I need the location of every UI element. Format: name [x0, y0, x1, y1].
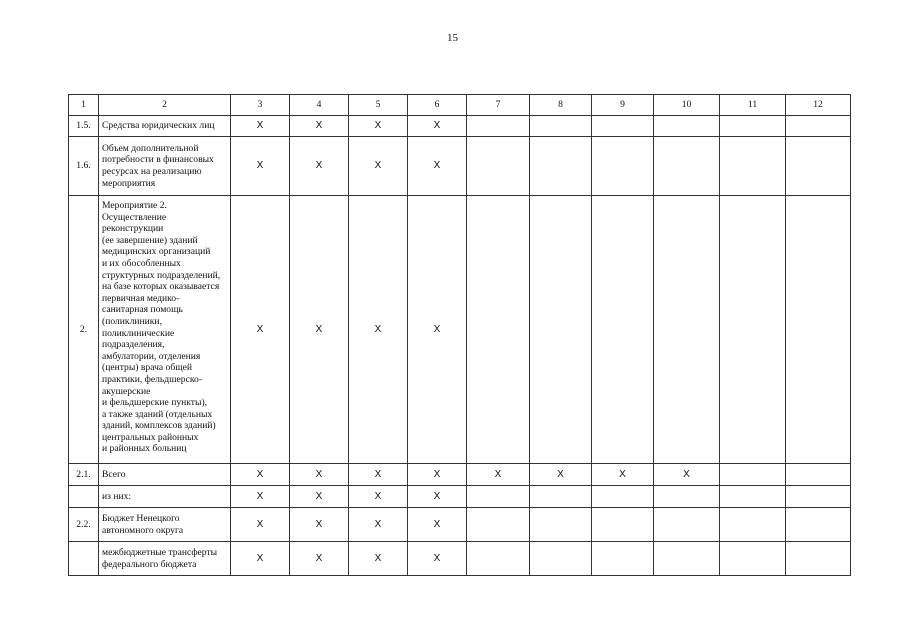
value-cell [231, 116, 290, 137]
value-cell [530, 196, 592, 464]
x-mark: X [433, 323, 441, 335]
x-mark: X [315, 323, 323, 335]
row-name-line: (центры) врача общей [102, 362, 193, 374]
row-name-line: реконструкции [102, 223, 164, 235]
value-cell [467, 116, 530, 137]
value-cell [408, 464, 467, 486]
row-number: 2.2. [69, 508, 99, 542]
value-cell [654, 137, 720, 196]
budget-table [68, 94, 851, 576]
x-mark: X [374, 323, 382, 335]
value-cell [786, 508, 851, 542]
x-mark: X [315, 468, 323, 480]
row-name-line: на базе которых оказывается [102, 281, 220, 293]
value-cell [592, 137, 654, 196]
row-name-line: структурных подразделений, [102, 269, 221, 281]
x-mark: X [315, 160, 323, 172]
row-name-line: медицинских организаций [102, 246, 211, 258]
row-name [99, 116, 231, 137]
row-name-line: практики, фельдшерско- [102, 373, 203, 385]
column-header: 2 [99, 95, 231, 116]
value-cell [720, 508, 786, 542]
value-cell [592, 196, 654, 464]
value-cell [408, 542, 467, 576]
x-mark: X [433, 160, 441, 172]
value-cell [467, 464, 530, 486]
row-number [69, 542, 99, 576]
value-cell [408, 196, 467, 464]
column-header: 5 [349, 95, 408, 116]
row-name-line: межбюджетные трансферты [102, 546, 218, 558]
column-header: 3 [231, 95, 290, 116]
value-cell [530, 464, 592, 486]
column-header: 9 [592, 95, 654, 116]
value-cell [231, 508, 290, 542]
value-cell [720, 137, 786, 196]
column-header: 10 [654, 95, 720, 116]
row-name [99, 137, 231, 196]
value-cell [349, 508, 408, 542]
x-mark: X [374, 518, 382, 530]
row-name-line: Средства юридических лиц [102, 120, 215, 132]
row-name-line: (поликлиники, [102, 315, 162, 327]
value-cell [467, 508, 530, 542]
value-cell [349, 464, 408, 486]
value-cell [467, 196, 530, 464]
x-mark: X [557, 468, 564, 480]
row-name-line: (ее завершение) зданий [102, 234, 198, 246]
row-name-line: санитарная помощь [102, 304, 183, 316]
value-cell [290, 464, 349, 486]
value-cell [530, 116, 592, 137]
row-name-line: федерального бюджета [102, 558, 197, 570]
x-mark: X [374, 468, 382, 480]
row-number: 1.6. [69, 137, 99, 196]
value-cell [786, 196, 851, 464]
x-mark: X [494, 468, 502, 480]
value-cell [720, 196, 786, 464]
value-cell [720, 116, 786, 137]
x-mark: X [256, 323, 264, 335]
row-name-line: зданий, комплексов зданий) [102, 420, 216, 432]
value-cell [349, 542, 408, 576]
value-cell [349, 196, 408, 464]
row-name-line: из них: [102, 490, 132, 502]
value-cell [467, 137, 530, 196]
row-number [69, 486, 99, 508]
row-name-line: Осуществление [102, 211, 167, 223]
value-cell [408, 486, 467, 508]
value-cell [786, 486, 851, 508]
x-mark: X [315, 552, 323, 564]
row-name [99, 464, 231, 486]
x-mark: X [433, 552, 441, 564]
value-cell [592, 508, 654, 542]
x-mark: X [256, 160, 264, 172]
value-cell [592, 116, 654, 137]
row-name [99, 542, 231, 576]
row-name-line: акушерские [102, 385, 151, 397]
column-header: 6 [408, 95, 467, 116]
table-row [69, 508, 851, 542]
table-row [69, 196, 851, 464]
x-mark: X [374, 120, 382, 132]
row-number: 2.1. [69, 464, 99, 486]
row-name-line: и их обособленных [102, 257, 181, 269]
x-mark: X [683, 468, 690, 480]
table-row [69, 486, 851, 508]
table-row [69, 464, 851, 486]
row-name-line: ресурсах на реализацию [102, 166, 202, 177]
x-mark: X [315, 518, 323, 530]
x-mark: X [256, 120, 264, 132]
x-mark: X [374, 490, 382, 502]
value-cell [654, 508, 720, 542]
x-mark: X [433, 120, 441, 132]
value-cell [530, 542, 592, 576]
x-mark: X [433, 518, 441, 530]
row-name [99, 196, 231, 464]
row-name-line: потребности в финансовых [102, 154, 214, 166]
row-name-line: Объем дополнительной [102, 142, 199, 154]
column-header: 12 [786, 95, 851, 116]
value-cell [654, 196, 720, 464]
column-header: 11 [720, 95, 786, 116]
column-header: 4 [290, 95, 349, 116]
table-row [69, 542, 851, 576]
row-name-line: амбулатории, отделения [102, 350, 201, 362]
value-cell [408, 137, 467, 196]
row-name-line: автономного округа [102, 524, 184, 536]
value-cell [290, 116, 349, 137]
value-cell [720, 464, 786, 486]
value-cell [530, 508, 592, 542]
x-mark: X [256, 518, 264, 530]
value-cell [349, 116, 408, 137]
x-mark: X [619, 468, 626, 480]
row-name-line: а также зданий (отдельных [102, 408, 213, 420]
value-cell [290, 137, 349, 196]
value-cell [349, 137, 408, 196]
x-mark: X [433, 468, 441, 480]
value-cell [786, 116, 851, 137]
row-name-line: первичная медико- [102, 292, 180, 304]
x-mark: X [433, 490, 441, 502]
value-cell [408, 508, 467, 542]
row-number: 1.5. [69, 116, 99, 137]
row-name-line: Мероприятие 2. [102, 200, 167, 211]
value-cell [467, 486, 530, 508]
x-mark: X [315, 490, 323, 502]
value-cell [231, 486, 290, 508]
value-cell [654, 486, 720, 508]
value-cell [720, 542, 786, 576]
table-row [69, 116, 851, 137]
value-cell [290, 196, 349, 464]
x-mark: X [374, 160, 382, 172]
row-name-line: и фельдшерские пункты), [102, 397, 208, 409]
table-row [69, 137, 851, 196]
column-header: 1 [69, 95, 99, 116]
value-cell [349, 486, 408, 508]
x-mark: X [256, 552, 264, 564]
row-number: 2. [69, 196, 99, 464]
value-cell [654, 542, 720, 576]
value-cell [290, 542, 349, 576]
row-name-line: поликлинические [102, 327, 175, 339]
row-name-line: Всего [102, 468, 126, 480]
page-number: 15 [447, 32, 458, 44]
value-cell [592, 464, 654, 486]
table-header-row [69, 95, 851, 116]
column-header: 8 [530, 95, 592, 116]
row-name-line: центральных районных [102, 431, 199, 443]
x-mark: X [256, 468, 264, 480]
value-cell [786, 464, 851, 486]
value-cell [231, 196, 290, 464]
value-cell [786, 137, 851, 196]
value-cell [654, 464, 720, 486]
value-cell [720, 486, 786, 508]
row-name-line: Бюджет Ненецкого [102, 512, 180, 524]
value-cell [290, 486, 349, 508]
value-cell [231, 137, 290, 196]
x-mark: X [374, 552, 382, 564]
row-name [99, 508, 231, 542]
x-mark: X [315, 120, 323, 132]
row-name-line: подразделения, [102, 339, 165, 351]
value-cell [786, 542, 851, 576]
row-name-line: и районных больниц [102, 443, 187, 455]
column-header: 7 [467, 95, 530, 116]
x-mark: X [256, 490, 264, 502]
value-cell [467, 542, 530, 576]
value-cell [408, 116, 467, 137]
row-name [99, 486, 231, 508]
value-cell [231, 464, 290, 486]
value-cell [290, 508, 349, 542]
value-cell [530, 137, 592, 196]
value-cell [592, 542, 654, 576]
value-cell [530, 486, 592, 508]
value-cell [231, 542, 290, 576]
value-cell [654, 116, 720, 137]
value-cell [592, 486, 654, 508]
row-name-line: мероприятия [102, 177, 156, 189]
